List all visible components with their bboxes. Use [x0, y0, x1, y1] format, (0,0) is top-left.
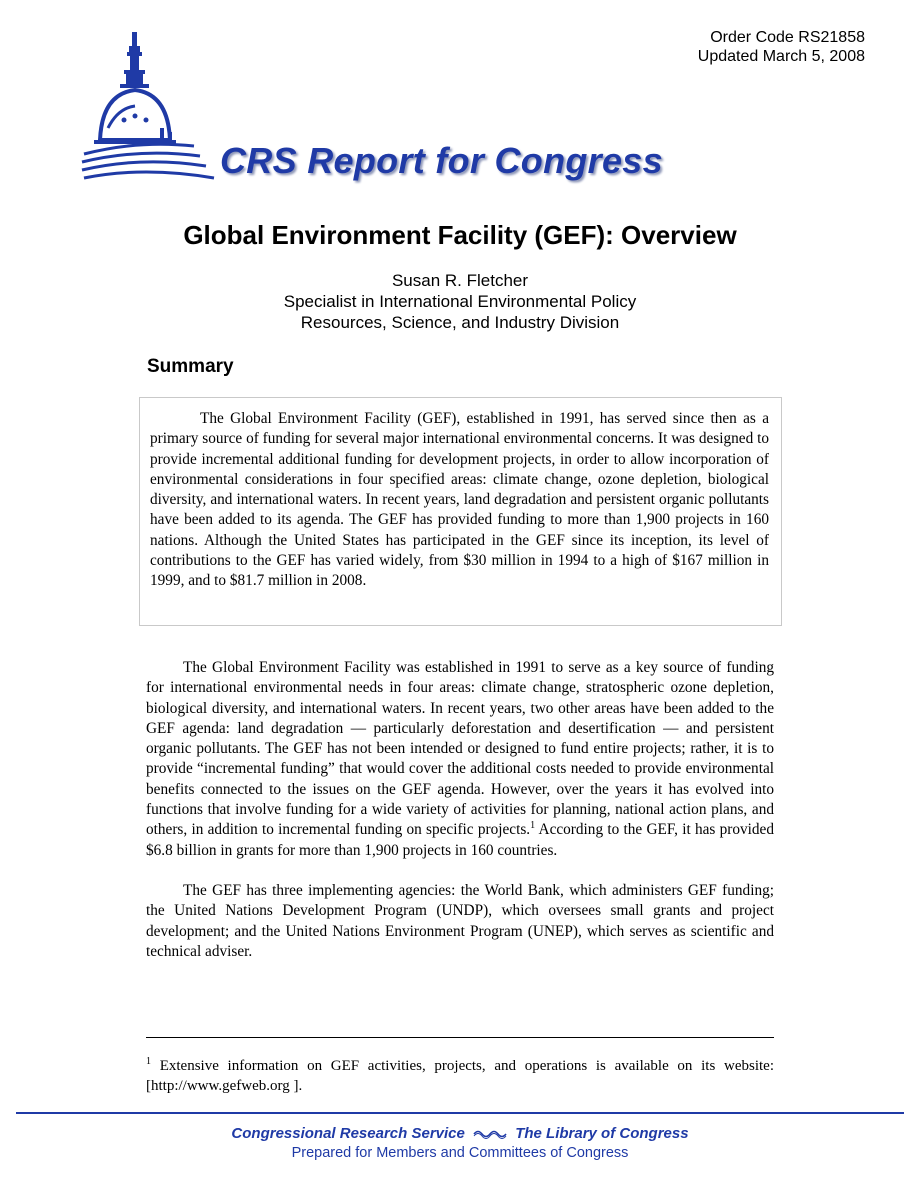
- footer-divider: [16, 1112, 904, 1114]
- body-paragraph-1-continued: According to the GEF, it has provided $6.8 billion in grants for more than 1,900 projects in 160 countries.: [146, 821, 774, 859]
- footnote-reference[interactable]: 1: [530, 820, 536, 832]
- report-masthead-title: CRS Report for Congress: [220, 140, 663, 181]
- summary-heading: Summary: [147, 356, 234, 377]
- updated-date: Updated March 5, 2008: [697, 48, 865, 65]
- scroll-ornament-icon: [473, 1129, 507, 1139]
- author-block: [0, 270, 920, 333]
- footer-service: Congressional Research Service: [231, 1125, 465, 1142]
- capitol-dome-icon: [78, 28, 218, 188]
- footnote-divider: [146, 1037, 774, 1038]
- document-title: Global Environment Facility (GEF): Overview: [183, 220, 737, 250]
- footnote-text: Extensive information on GEF activities, projects, and operations is available on its website: [http://www.gefweb.org ].: [146, 1058, 774, 1094]
- summary-text: The Global Environment Facility (GEF), established in 1991, has served since then as a primary source of funding for several major international environmental concerns. It was designed to provide incremental additional funding for development projects, in order to allow incorporation of environmental considerations in four specified areas: climate change, ozone depletion, biological diversity, and international waters. In recent years, land degradation and persistent organic pollutants have been added to its agenda. The GEF has provided funding to more than 1,900 projects in 160 nations. Although the United States has participated in the GEF since its inception, its level of contributions to the GEF has varied widely, from $30 million in 1994 to a high of $167 million in 1999, and to $81.7 million in 2008.: [150, 410, 769, 590]
- order-code: Order Code RS21858: [710, 29, 865, 46]
- body-paragraph-1-text: The Global Environment Facility was established in 1991 to serve as a key source of funding for international environmental needs in four areas: climate change, stratospheric ozone depletion, biological diversity, and international waters. In recent years, two other areas have been added to the GEF agenda: land degradation — particularly deforestation and desertification — and persistent organic pollutants. The GEF has not been intended or designed to fund entire projects; rather, it is to provide “incremental funding” that would cover the additional costs needed to provide environmental benefits connected to the issues on the GEF agenda. However, over the years it has evolved into functions that involve funding for a wide variety of activities for planning, national action plans, and others, in addition to incremental funding on specific projects.: [146, 659, 774, 839]
- footnote: [146, 1056, 774, 1096]
- author-role: Specialist in International Environmental Policy: [283, 292, 637, 311]
- footer-prepared-line: Prepared for Members and Committees of Congress: [291, 1145, 629, 1161]
- order-code-block: [698, 28, 865, 66]
- author-name: Susan R. Fletcher: [391, 271, 529, 290]
- footnote-mark: 1: [146, 1056, 151, 1067]
- summary-box: [139, 397, 782, 626]
- body-text: [146, 658, 774, 982]
- body-paragraph-1: [146, 658, 774, 861]
- author-division: Resources, Science, and Industry Division: [300, 313, 620, 332]
- footer-library: The Library of Congress: [515, 1125, 689, 1142]
- footer-service-line: [0, 1125, 920, 1142]
- body-paragraph-2: The GEF has three implementing agencies: the World Bank, which administers GEF funding; the United Nations Development Program (UNDP), which oversees small grants and project development; and the United Nations Environment Program (UNEP), which serves as scientific and technical adviser.: [146, 881, 774, 960]
